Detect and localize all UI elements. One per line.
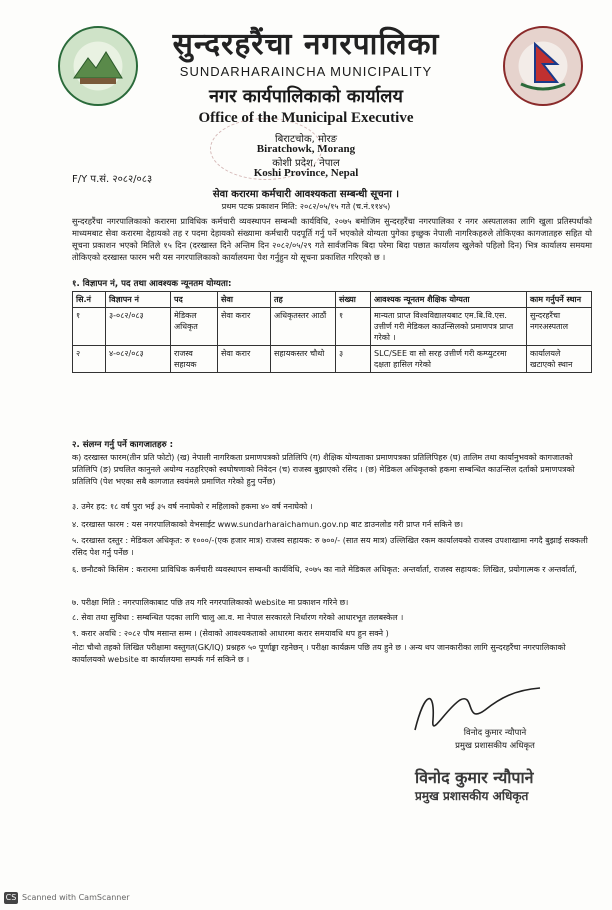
post-stamp: प्रमुख प्रशासकीय अधिकृत [415, 789, 529, 803]
cell-service: सेवा करार [218, 308, 271, 346]
cell-level: सहायकस्तर चौथो [271, 346, 336, 373]
cell-qualification: SLC/SEE वा सो सरह उत्तीर्ण गरी कम्प्युटरमा दक्षता हासिल गरेको [371, 346, 527, 373]
cell-sn: २ [73, 346, 106, 373]
col-header-count: संख्या [336, 292, 371, 308]
address-nepali-line2: कोशी प्रदेश, नेपाल [272, 158, 340, 169]
notice-title: सेवा करारमा कर्मचारी आवश्यकता सम्बन्धी सूचना । [212, 189, 400, 200]
application-fee: ५. दरखास्त दस्तुर : मेडिकल अधिकृत: रु १०००/-(एक हजार मात्र) राजस्व सहायक: रु ७००/- (सात सय मात्र) उल्लिखित रकम कार्यालयको राजस्व उपशाखामा नगदै बुझाई सक्कली रसिद पेश गर्नु पर्नेछ । [72, 536, 588, 557]
cell-ad-no: ४-०८२/०८३ [106, 346, 171, 373]
application-form: ४. दरखास्त फारम : यस नगरपालिकाको वेभसाईट www.sundarharaichamun.gov.np बाट डाउनलोड गरी प्राप्त गर्न सकिने छ। [72, 520, 464, 529]
cell-count: १ [336, 308, 371, 346]
cell-sn: १ [73, 308, 106, 346]
section-1-heading: १. विज्ञापन नं, पद तथा आवश्यक न्यूनतम योग्यता: [72, 279, 232, 289]
col-header-level: तह [271, 292, 336, 308]
municipality-title-english: SUNDARHARAINCHA MUNICIPALITY [179, 64, 433, 79]
age-limit: ३. उमेर हद: १८ वर्ष पुरा भई ३५ वर्ष ननाघेको र महिलाको हकमा ४० वर्ष ननाघेको । [72, 502, 313, 511]
col-header-ad-no: विज्ञापन नं [106, 292, 171, 308]
cell-location: सुन्दरहरैंचा नगरअस्पताल [527, 308, 592, 346]
office-title-nepali: नगर कार्यपालिकाको कार्यालय [209, 86, 403, 107]
cell-count: ३ [336, 346, 371, 373]
cell-level: अधिकृतस्तर आठौं [271, 308, 336, 346]
cell-ad-no: ३-०८२/०८३ [106, 308, 171, 346]
publication-date: प्रथम पटक प्रकाशन मिति: २०८२/०५/१५ गते (च.नं.११४५) [221, 202, 391, 211]
address-english-line1: Biratchowk, Morang [256, 143, 356, 155]
section-2-heading: २. संलग्न गर्नु पर्ने कागजातहरु : [72, 440, 174, 450]
signatory-post: प्रमुख प्रशासकीय अधिकृत [455, 741, 535, 751]
exam-date: ७. परीक्षा मिति : नगरपालिकाबाट पछि तय गरि नगरपालिकाको website मा प्रकाशन गरिने छ। [72, 598, 349, 607]
fiscal-year: F/Y प.सं. २०८२/०८३ [72, 174, 153, 185]
scanner-watermark: Scanned with CamScanner [22, 893, 130, 902]
name-stamp: विनोद कुमार न्यौपाने [415, 768, 534, 787]
service-facility: ८. सेवा तथा सुविधा : सम्बन्धित पदका लागि चालु आ.व. मा नेपाल सरकारले निर्धारण गरेको आधारभूत तलबस्केल । [72, 613, 404, 622]
address-english-line2: Koshi Province, Nepal [253, 167, 359, 179]
col-header-location: काम गर्नुपर्ने स्थान [527, 292, 592, 308]
cell-post: मेडिकल अधिकृत [171, 308, 218, 346]
col-header-service: सेवा [218, 292, 271, 308]
office-title-english: Office of the Municipal Executive [198, 110, 414, 126]
col-header-sn: सि.नं [73, 292, 106, 308]
note-paragraph: नोटः चौथो तहको लिखित परीक्षामा वस्तुगत(GK/IQ) प्रश्नहरु ५० पूर्णाङ्का रहनेछन् । परीक्षा कार्यक्रम पछि तय हुने छ । अन्य थप जानकारीका लागि सुन्दरहरैंचा नगरपालिकाको कार्यालयको website वा कार्यालयमा सम्पर्क गर्न सकिने छ । [72, 643, 566, 664]
table-row [73, 308, 592, 346]
cell-location: कार्यालयले खटाएको स्थान [527, 346, 592, 373]
contract-term: ९. करार अवधि : २०८२ पौष मसान्त सम्म । (सेवाको आवश्यकताको आधारमा करार समयावधि थप हुन सक्ने ) [72, 629, 389, 638]
municipality-title-nepali: सुन्दरहरैंचा नगरपालिका [172, 27, 440, 62]
camscanner-logo-icon: CS [5, 893, 17, 902]
cell-post: राजस्व सहायक [171, 346, 218, 373]
required-documents: क) दरखास्त फारम(तीन प्रति फोटो) (ख) नेपाली नागरिकता प्रमाणपत्रको प्रतिलिपि (ग) शैक्षिक योग्यताका प्रमाणपत्रका प्रतिलिपिहरु (घ) तालिम तथा कार्यानुभवको कागजातको प्रतिलिपि (ङ) प्रचलित कानुनले अयोग्य नठहरिएको स्वघोषणाको निवेदन (च) राजस्व बुझाएको रसिद । (छ) मेडिकल अधिकृतको हकमा सम्बन्धित काउन्सिल दर्ताको प्रमाणपत्रको प्रतिलिपि (पेश भएका सबै कागजात स्वयंमले प्रमाणित गरेको हुनु पर्नेछ) [72, 453, 575, 486]
table-row [73, 346, 592, 373]
selection-method: ६. छनौटको किसिम : करारमा प्राविधिक कर्मचारी व्यवस्थापन सम्बन्धी कार्यविधि, २०७५ का नाते मेडिकल अधिकृत: अन्तर्वार्ता, राजस्व सहायक: लिखित, प्रयोगात्मक र अन्तर्वार्ता, [72, 565, 577, 574]
col-header-qualification: आवश्यक न्यूनतम शैक्षिक योग्यता [371, 292, 527, 308]
table-header-row [73, 292, 592, 308]
address-nepali-line1: बिराटचोक, मोरङ [274, 134, 338, 145]
intro-paragraph: सुन्दरहरैंचा नगरपालिकाको करारमा प्राविधिक कर्मचारी व्यवस्थापन सम्बन्धी कार्यविधि, २०७५ बमोजिम सुन्दरहरैंचा नगरपालिका र नगर अस्पतालका लागि खुला प्रतिस्पर्धाको माध्यमबाट सेवा करारमा देहायको तह र पदमा देहायको संख्यामा कर्मचारी पदपूर्ति गर्नु पर्ने भएकोले योग्यता पुगेका इच्छुक नेपाली नागरिकहरुले तोकिएका कागजातहरु सहित यो सूचना प्रकाशन भएको मितिले १५ दिन (दरखास्त दिने अन्तिम दिन २०८२/०५/२९ गते सार्वजनिक बिदा परेमा बिदा पछात कार्यालय खुलेको पहिलो दिन) भित्र कार्यालय समयमा तोकिएको दरखास्त फारम भरी यस नगरपालिकाको कार्यालयमा पेश गर्नुहुन यो सूचना प्रकाशित गरिएको छ । [72, 216, 592, 262]
vacancy-table [72, 291, 592, 373]
col-header-post: पद [171, 292, 218, 308]
signatory-name: विनोद कुमार न्यौपाने [463, 728, 527, 738]
cell-qualification: मान्यता प्राप्त विश्वविद्यालयबाट एम.बि.वि.एस. उत्तीर्ण गरी मेडिकल काउन्सिलको प्रमाणपत्र प्राप्त गरेको । [371, 308, 527, 346]
cell-service: सेवा करार [218, 346, 271, 373]
